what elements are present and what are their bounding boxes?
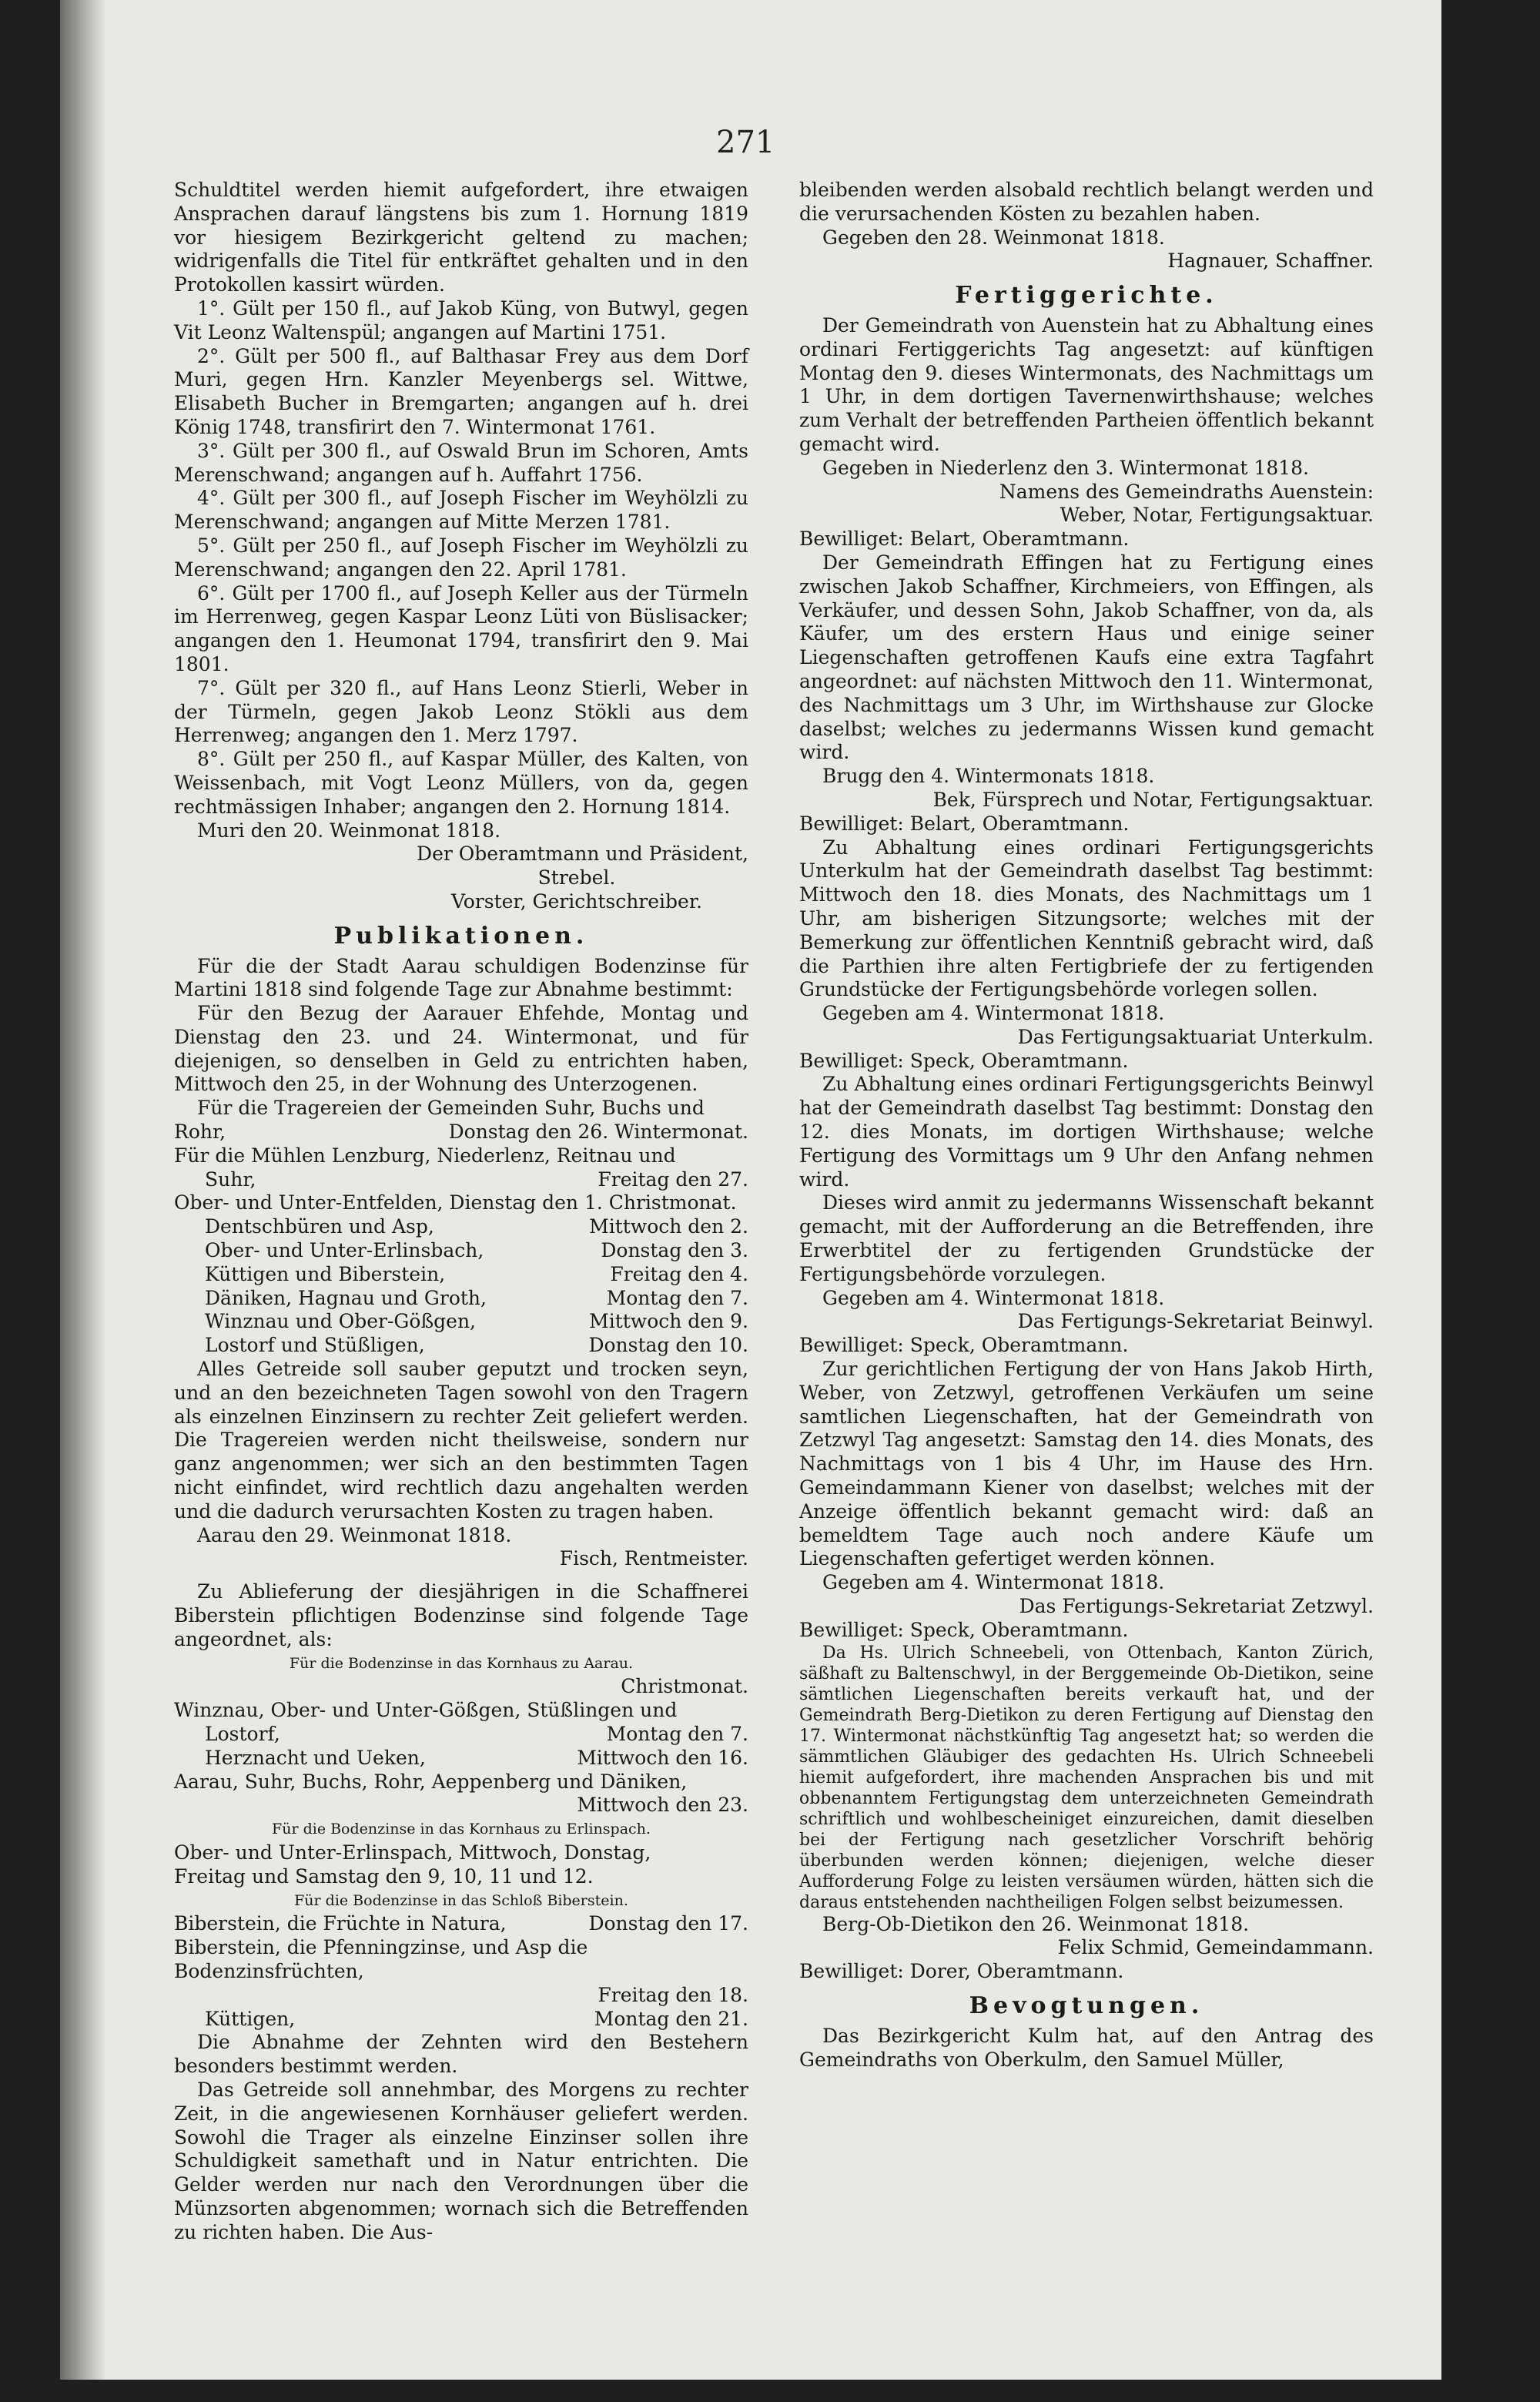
- schedule-row: [174, 1771, 748, 1794]
- schedule-row: [174, 1239, 748, 1263]
- schedule-place: Herznacht und Ueken,: [205, 1746, 426, 1769]
- schedule-date: Mittwoch den 9.: [589, 1310, 748, 1333]
- schedule-row: [174, 1794, 748, 1817]
- schedule-row: [174, 1747, 748, 1771]
- dateline: Gegeben in Niederlenz den 3. Wintermonat 1818.: [822, 456, 1309, 479]
- schedule-place: Winznau und Ober-Gößgen,: [205, 1310, 476, 1333]
- paragraph: Der Gemeindrath von Auenstein hat zu Abhaltung eines ordinari Fertiggerichts Tag angesetzt: auf künftigen Montag den 9. dieses Wintermonats, des Nachmittags um 1 Uhr, in dem dortigen Tavernenwirthshause; welches zum Verhalt der betreffenden Partheien öffentlich bekannt gemacht wird.: [799, 313, 1374, 455]
- subheading: Für die Bodenzinse in das Kornhaus zu Erlinspach.: [272, 1821, 651, 1838]
- signature: Das Fertigungsaktuariat Unterkulm.: [1017, 1025, 1374, 1048]
- paragraph: Für die Tragereien der Gemeinden Suhr, Buchs und: [197, 1097, 705, 1120]
- schedule-row: [174, 1168, 748, 1192]
- signature: Vorster, Gerichtschreiber.: [450, 889, 702, 913]
- gult-item: 7°. Gült per 320 fl., auf Hans Leonz Stierli, Weber in der Türmeln, gegen Jakob Leonz Stökli aus dem Herrenweg; angangen den 1. Merz 1797.: [174, 676, 748, 747]
- schedule-row: [174, 1144, 748, 1168]
- schedule-row: [174, 1191, 748, 1215]
- schedule-place: Aarau, Suhr, Buchs, Rohr, Aeppenberg und Däniken,: [174, 1770, 688, 1793]
- schedule-row: [174, 1121, 748, 1144]
- schedule-place: Ober- und Unter-Erlinspach, Mittwoch, Donstag,: [174, 1841, 651, 1864]
- schedule-date: Donstag den 3.: [601, 1239, 748, 1262]
- approval: Bewilliget: Speck, Oberamtmann.: [799, 1049, 1129, 1072]
- signature: Weber, Notar, Fertigungsaktuar.: [1060, 504, 1374, 527]
- schedule-date: Donstag den 17.: [588, 1912, 748, 1935]
- paragraph: Für die der Stadt Aarau schuldigen Bodenzinse für Martini 1818 sind folgende Tage zur Abnahme bestimmt:: [174, 954, 748, 1001]
- subheading: Für die Bodenzinse in das Kornhaus zu Aarau.: [289, 1654, 634, 1672]
- schedule-row: [174, 1263, 748, 1287]
- dateline: Gegeben am 4. Wintermonat 1818.: [822, 1571, 1165, 1594]
- schedule-place: Freitag und Samstag den 9, 10, 11 und 12.: [174, 1864, 594, 1888]
- schedule-date: Freitag den 4.: [610, 1262, 748, 1285]
- schedule-place: Lostorf und Stüßligen,: [205, 1334, 425, 1357]
- approval: Bewilliget: Belart, Oberamtmann.: [799, 812, 1130, 835]
- schedule-place: Suhr,: [205, 1167, 256, 1191]
- schedule-row: [174, 1912, 748, 1936]
- schedule-date: Mittwoch den 23.: [577, 1794, 748, 1817]
- signature: Das Fertigungs-Sekretariat Beinwyl.: [1017, 1310, 1374, 1333]
- binding-shadow: [60, 0, 106, 2380]
- schedule-row: [174, 1984, 748, 2008]
- gult-item: 4°. Gült per 300 fl., auf Joseph Fischer im Weyhölzli zu Merenschwand; angangen auf Mitte Merzen 1781.: [174, 487, 748, 534]
- gult-item: 5°. Gült per 250 fl., auf Joseph Fischer im Weyhölzli zu Merenschwand; angangen den 22. April 1781.: [174, 534, 748, 581]
- paragraph: Zu Abhaltung eines ordinari Fertigungsgerichts Beinwyl hat der Gemeindrath daselbst Tag bestimmt: Donstag den 12. dies Monats, im dortigen Wirthshause; welche Fertigung des Vormittags um 9 Uhr den Anfang nehmen wird.: [799, 1073, 1374, 1191]
- approval: Bewilliget: Belart, Oberamtmann.: [799, 528, 1130, 551]
- section-heading-fertiggerichte: Fertiggerichte.: [955, 282, 1218, 310]
- schedule-place: Ober- und Unter-Entfelden, Dienstag den 1. Christmonat.: [174, 1191, 737, 1214]
- approval: Bewilliget: Speck, Oberamtmann.: [799, 1618, 1129, 1641]
- dateline: Gegeben am 4. Wintermonat 1818.: [822, 1286, 1165, 1309]
- paragraph: Da Hs. Ulrich Schneebeli, von Ottenbach, Kanton Zürich, säßhaft zu Baltenschwyl, in der Berggemeinde Ob-Dietikon, seine sämtlichen Liegenschaften bereits verkauft hat, und der Gemeindrath Berg-Dietikon zu deren Fertigung auf Dienstag den 17. Wintermonat nächstkünftig Tag angesetzt hat; so werden die sämmtlichen Gläubiger des gedachten Hs. Ulrich Schneebeli hiemit aufgefordert, ihre machenden Ansprachen bis und mit obbenanntem Fertigungstag dem unterzeichneten Gemeindrath schriftlich und wohlbescheiniget einzureichen, damit dieselben bei der Fertigung nach gesetzlicher Vorschrift behörig überbunden werden können; diejenigen, welche dieser Aufforderung Folge zu leisten versäumen würden, hätten sich die daraus entstehenden nachtheiligen Folgen selbst beizumessen.: [799, 1643, 1374, 1912]
- paragraph: bleibenden werden alsobald rechtlich belangt werden und die verursachenden Kösten zu bezahlen haben.: [799, 179, 1374, 225]
- signature: Hagnauer, Schaffner.: [1167, 250, 1374, 273]
- schedule-date: Freitag den 18.: [598, 1983, 748, 2006]
- newspaper-page: [60, 0, 1441, 2380]
- paragraph: Für den Bezug der Aarauer Ehfehde, Montag und Dienstag den 23. und 24. Wintermonat, und für diejenigen, so denselben in Geld zu entrichten haben, Mittwoch den 25, in der Wohnung des Unterzogenen.: [174, 1002, 748, 1096]
- schedule-date: Montag den 7.: [606, 1286, 748, 1309]
- schedule-place: Ober- und Unter-Erlinsbach,: [205, 1239, 484, 1262]
- gult-item: 1°. Gült per 150 fl., auf Jakob Küng, von Butwyl, gegen Vit Leonz Waltenspül; angangen auf Martini 1751.: [174, 296, 748, 343]
- paragraph: Schuldtitel werden hiemit aufgefordert, ihre etwaigen Ansprachen darauf längstens bis zum 1. Hornung 1819 vor hiesigem Bezirkgericht geltend zu machen; widrigenfalls die Titel für entkräftet gehalten und in den Protokollen kassirt würden.: [174, 179, 748, 296]
- signature: Fisch, Rentmeister.: [559, 1547, 748, 1570]
- schedule-row: [174, 1334, 748, 1358]
- schedule-date: Mittwoch den 2.: [589, 1215, 748, 1238]
- dateline: Gegeben den 28. Weinmonat 1818.: [822, 226, 1165, 249]
- dateline: Aarau den 29. Weinmonat 1818.: [197, 1523, 512, 1546]
- dateline: Berg-Ob-Dietikon den 26. Weinmonat 1818.: [822, 1912, 1250, 1935]
- schedule-row: [174, 2008, 748, 2032]
- paragraph: Zu Abhaltung eines ordinari Fertigungsgerichts Unterkulm hat der Gemeindrath daselbst Tag bestimmt: Mittwoch den 18. dies Monats, des Nachmittags um 1 Uhr, am bisherigen Sitzungsorte; welches mit der Bemerkung zur öffentlichen Kenntniß gebracht wird, daß die Parthien ihre alten Fertigbriefe der zu fertigenden Grundstücke der Fertigungsbehörde vorlegen sollen.: [799, 836, 1374, 1001]
- schedule-place: Dentschbüren und Asp,: [205, 1215, 434, 1238]
- signature: Bek, Fürsprech und Notar, Fertigungsaktuar.: [932, 788, 1374, 811]
- section-heading-publikationen: Publikationen.: [333, 922, 589, 950]
- paragraph: Das Getreide soll annehmbar, des Morgens zu rechter Zeit, in die angewiesenen Kornhäuser geliefert werden. Sowohl die Trager als einzelne Einzinser sollen ihre Schuldigkeit samethaft und in Natur entrichten. Die Gelder werden nur nach den Verordnungen über die Münzsorten abgenommen; wornach sich die Betreffenden zu richten haben. Die Aus-: [174, 2078, 748, 2243]
- schedule-row: [174, 1865, 748, 1889]
- section-heading-bevogtungen: Bevogtungen.: [969, 1992, 1204, 2019]
- gult-item: 6°. Gült per 1700 fl., auf Joseph Keller aus der Türmeln im Herrenweg, gegen Kaspar Leonz Lüti von Büslisacker; angangen den 1. Heumonat 1794, transfirirt den 9. Mai 1801.: [174, 581, 748, 675]
- approval: Bewilliget: Speck, Oberamtmann.: [799, 1334, 1129, 1357]
- right-column: [799, 179, 1374, 2072]
- paragraph: Der Gemeindrath Effingen hat zu Fertigung eines zwischen Jakob Schaffner, Kirchmeiers, von Effingen, als Verkäufer, und dessen Sohn, Jakob Schaffner, von da, als Käufer, um des erstern Haus und einige seiner Liegenschaften getroffenen Kaufs eine extra Tagfahrt angeordnet: auf nächsten Mittwoch den 11. Wintermonat, des Nachmittags um 3 Uhr, im Wirthshause zur Glocke daselbst; welches zu jedermanns Wissen kund gemacht wird.: [799, 551, 1374, 764]
- schedule-date: Freitag den 27.: [598, 1167, 748, 1191]
- signature: Namens des Gemeindraths Auenstein:: [999, 480, 1374, 503]
- schedule-place: Winznau, Ober- und Unter-Gößgen, Stüßlingen und: [174, 1699, 678, 1722]
- schedule-row: [174, 1699, 748, 1723]
- schedule-list: [174, 1121, 748, 1358]
- schedule-place: Küttigen,: [205, 2007, 296, 2030]
- gult-item: 2°. Gült per 500 fl., auf Balthasar Frey aus dem Dorf Muri, gegen Hrn. Kanzler Meyenbergs sel. Wittwe, Elisabeth Bucher in Bremgarten; angangen auf h. drei König 1748, transfirirt den 7. Wintermonat 1761.: [174, 344, 748, 438]
- schedule-row: [174, 1841, 748, 1865]
- paragraph: Dieses wird anmit zu jedermanns Wissenschaft bekannt gemacht, mit der Aufforderung an die Betreffenden, ihre Erwerbtitel der zu fertigenden Grundstücke der Fertigungsbehörde vorzulegen.: [799, 1191, 1374, 1285]
- schedule-row: [174, 1936, 748, 1984]
- schedule-row: [174, 1723, 748, 1747]
- schedule-place: Für die Mühlen Lenzburg, Niederlenz, Reitnau und: [174, 1144, 676, 1167]
- schedule-place: Biberstein, die Früchte in Natura,: [174, 1912, 507, 1935]
- gult-item: 8°. Gült per 250 fl., auf Kaspar Müller, des Kalten, von Weissenbach, mit Vogt Leonz Müllers, von da, gegen rechtmässigen Inhaber; angangen den 2. Hornung 1814.: [174, 748, 748, 818]
- signature: Strebel.: [537, 866, 616, 889]
- paragraph: Zu Ablieferung der diesjährigen in die Schaffnerei Biberstein pflichtigen Bodenzinse sind folgende Tage angeordnet, als:: [174, 1580, 748, 1650]
- schedule-date: Montag den 21.: [594, 2007, 748, 2030]
- subheading: Für die Bodenzinse in das Schloß Biberstein.: [294, 1891, 628, 1909]
- paragraph: Die Abnahme der Zehnten wird den Bestehern besonders bestimmt werden.: [174, 2031, 748, 2078]
- schedule-row: [174, 1215, 748, 1239]
- schedule-row: [174, 1310, 748, 1334]
- schedule-date: Donstag den 26. Wintermonat.: [448, 1121, 748, 1144]
- gult-list: [174, 297, 748, 819]
- left-column: [174, 179, 748, 2245]
- schedule-date: Donstag den 10.: [588, 1334, 748, 1357]
- signature: Felix Schmid, Gemeindammann.: [1057, 1936, 1374, 1959]
- paragraph: Zur gerichtlichen Fertigung der von Hans Jakob Hirth, Weber, von Zetzwyl, getroffenen Verkäufen um seine samtlichen Liegenschaften, hat der Gemeindrath von Zetzwyl Tag angesetzt: Samstag den 14. dies Monats, des Nachmittags von 1 bis 4 Uhr, im Hause des Hrn. Gemeindammann Kiener von daselbst; welches mit der Anzeige öffentlich bekannt gemacht wird: daß an bemeldtem Tage auch noch andere Käufe um Liegenschaften gefertiget werden können.: [799, 1358, 1374, 1570]
- schedule-list: [174, 1912, 748, 2031]
- paragraph: Das Bezirkgericht Kulm hat, auf den Antrag des Gemeindraths von Oberkulm, den Samuel Müller,: [799, 2024, 1374, 2071]
- approval: Bewilliget: Dorer, Oberamtmann.: [799, 1960, 1124, 1983]
- paragraph: Alles Getreide soll sauber geputzt und trocken seyn, und an den bezeichneten Tagen sowohl von den Tragern als einzelnen Einzinsern zu rechter Zeit geliefert werden. Die Tragereien werden nicht theilsweise, sondern nur ganz angenommen; wer sich an den bestimmten Tagen nicht einfindet, wird rechtlich dazu angehalten werden und die dadurch verursachten Kosten zu tragen haben.: [174, 1358, 748, 1523]
- dateline: Gegeben am 4. Wintermonat 1818.: [822, 1002, 1165, 1025]
- signature: Das Fertigungs-Sekretariat Zetzwyl.: [1019, 1595, 1374, 1618]
- month-label: Christmonat.: [621, 1675, 748, 1698]
- schedule-place: Rohr,: [174, 1121, 226, 1144]
- schedule-date: Montag den 7.: [606, 1723, 748, 1745]
- schedule-place: Lostorf,: [205, 1723, 280, 1745]
- schedule-list: [174, 1699, 748, 1817]
- schedule-row: [174, 1287, 748, 1311]
- signature: Der Oberamtmann und Präsident,: [417, 843, 748, 866]
- schedule-place: Küttigen und Biberstein,: [205, 1262, 446, 1285]
- schedule-place: Biberstein, die Pfenningzinse, und Asp die Bodenzinsfrüchten,: [174, 1936, 588, 1982]
- dateline: Muri den 20. Weinmonat 1818.: [197, 819, 501, 842]
- dateline: Brugg den 4. Wintermonats 1818.: [822, 765, 1155, 788]
- schedule-list: [174, 1841, 748, 1889]
- gult-item: 3°. Gült per 300 fl., auf Oswald Brun im Schoren, Amts Merenschwand; angangen auf h. Auffahrt 1756.: [174, 439, 748, 486]
- schedule-place: Däniken, Hagnau und Groth,: [205, 1286, 487, 1309]
- schedule-date: Mittwoch den 16.: [577, 1746, 748, 1769]
- page-number: 271: [716, 125, 775, 160]
